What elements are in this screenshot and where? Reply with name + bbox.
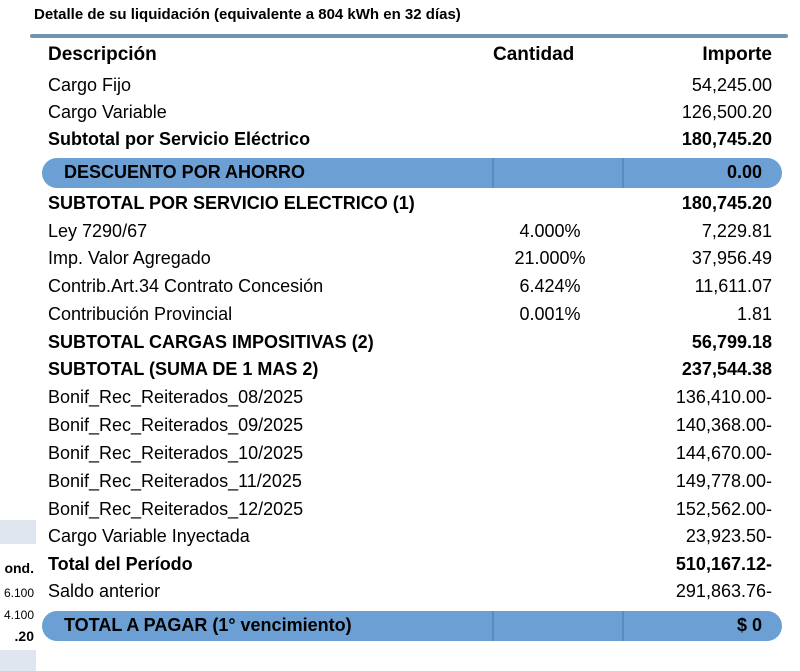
left-panel-value: 4.100 bbox=[3, 608, 34, 622]
row-description: Bonif_Rec_Reiterados_12/2025 bbox=[48, 499, 304, 519]
row-amount: 54,245.00 bbox=[691, 75, 772, 95]
left-panel-value: 6.100 bbox=[3, 586, 34, 600]
row-description: SUBTOTAL (SUMA DE 1 MAS 2) bbox=[48, 359, 319, 379]
table-row bbox=[40, 330, 780, 357]
table-row bbox=[40, 552, 780, 579]
table-row bbox=[40, 274, 780, 301]
table-row bbox=[40, 441, 780, 468]
row-quantity: 4.000% bbox=[519, 221, 581, 241]
row-description: Subtotal por Servicio Eléctrico bbox=[48, 129, 311, 149]
row-description: Total del Período bbox=[48, 554, 193, 574]
row-amount: 23,923.50- bbox=[685, 526, 772, 546]
row-quantity: 6.424% bbox=[519, 276, 581, 296]
row-amount: 291,863.76- bbox=[675, 581, 772, 601]
row-description: Cargo Variable bbox=[48, 102, 167, 122]
row-amount: 180,745.20 bbox=[681, 193, 772, 213]
table-row bbox=[40, 469, 780, 496]
row-amount: 136,410.00- bbox=[675, 387, 772, 407]
table-row bbox=[40, 127, 780, 154]
header-divider bbox=[30, 34, 788, 38]
row-quantity: 21.000% bbox=[514, 248, 586, 268]
pill-divider bbox=[492, 158, 494, 188]
page-title: Detalle de su liquidación (equivalente a 804 kWh en 32 días) bbox=[34, 6, 461, 23]
column-header-quantity: Cantidad bbox=[493, 44, 575, 65]
pill-divider bbox=[622, 611, 624, 641]
row-description: Cargo Fijo bbox=[48, 75, 132, 95]
total-label: TOTAL A PAGAR (1° vencimiento) bbox=[64, 615, 352, 635]
table-row bbox=[40, 73, 780, 100]
row-description: Bonif_Rec_Reiterados_09/2025 bbox=[48, 415, 304, 435]
row-amount: 1.81 bbox=[736, 304, 772, 324]
left-panel-cell bbox=[0, 650, 36, 671]
row-amount: 126,500.20 bbox=[681, 102, 772, 122]
row-description: Bonif_Rec_Reiterados_10/2025 bbox=[48, 443, 304, 463]
discount-label: DESCUENTO POR AHORRO bbox=[64, 162, 306, 182]
table-row bbox=[40, 219, 780, 246]
table-row bbox=[40, 524, 780, 551]
row-description: Bonif_Rec_Reiterados_11/2025 bbox=[48, 471, 302, 491]
row-description: SUBTOTAL POR SERVICIO ELECTRICO (1) bbox=[48, 193, 415, 213]
row-description: Saldo anterior bbox=[48, 581, 161, 601]
row-amount: 152,562.00- bbox=[675, 499, 772, 519]
table-row bbox=[40, 413, 780, 440]
table-row bbox=[40, 191, 780, 218]
row-description: Ley 7290/67 bbox=[48, 221, 148, 241]
row-description: Contrib.Art.34 Contrato Concesión bbox=[48, 276, 324, 296]
total-amount: $ 0 bbox=[736, 615, 762, 635]
row-description: Contribución Provincial bbox=[48, 304, 233, 324]
table-row bbox=[40, 246, 780, 273]
row-description: Bonif_Rec_Reiterados_08/2025 bbox=[48, 387, 304, 407]
row-quantity: 0.001% bbox=[519, 304, 581, 324]
table-row bbox=[40, 579, 780, 606]
left-panel-value: .20 bbox=[14, 628, 34, 644]
column-header-amount: Importe bbox=[702, 44, 772, 65]
row-amount: 180,745.20 bbox=[681, 129, 772, 149]
table-row bbox=[40, 302, 780, 329]
row-amount: 7,229.81 bbox=[701, 221, 772, 241]
row-description: Cargo Variable Inyectada bbox=[48, 526, 250, 546]
row-amount: 510,167.12- bbox=[675, 554, 772, 574]
row-amount: 140,368.00- bbox=[675, 415, 772, 435]
left-panel-cell bbox=[0, 520, 36, 544]
row-amount: 149,778.00- bbox=[675, 471, 772, 491]
row-amount: 56,799.18 bbox=[691, 332, 772, 352]
left-panel-label: ond. bbox=[4, 560, 34, 576]
row-amount: 237,544.38 bbox=[681, 359, 772, 379]
discount-amount: 0.00 bbox=[726, 162, 762, 182]
row-amount: 11,611.07 bbox=[694, 276, 772, 296]
discount-row bbox=[42, 158, 782, 188]
row-description: Imp. Valor Agregado bbox=[48, 248, 211, 268]
total-row bbox=[42, 611, 782, 641]
table-row bbox=[40, 357, 780, 384]
table-row bbox=[40, 497, 780, 524]
pill-divider bbox=[622, 158, 624, 188]
row-amount: 37,956.49 bbox=[691, 248, 772, 268]
row-description: SUBTOTAL CARGAS IMPOSITIVAS (2) bbox=[48, 332, 374, 352]
table-row bbox=[40, 385, 780, 412]
table-row bbox=[40, 100, 780, 127]
row-amount: 144,670.00- bbox=[675, 443, 772, 463]
pill-divider bbox=[492, 611, 494, 641]
column-header-description: Descripción bbox=[48, 44, 157, 65]
